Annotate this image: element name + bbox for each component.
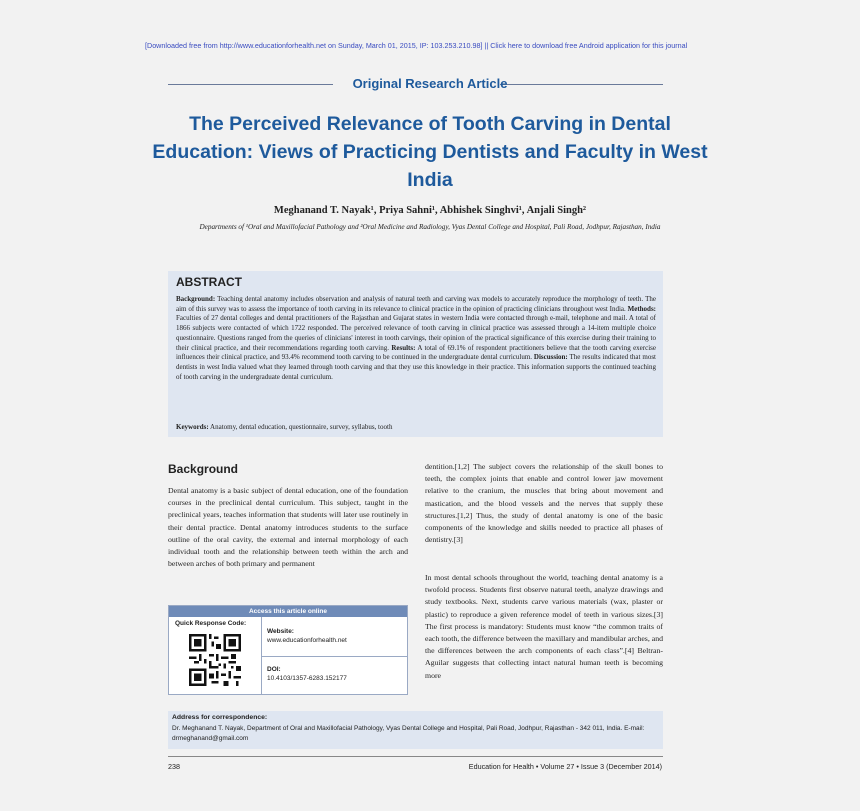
website-label: Website: [267,628,294,635]
doi-label: DOI: [267,666,281,673]
website-link[interactable]: www.educationforhealth.net [267,637,347,644]
page-number: 238 [168,762,180,771]
correspondence-heading: Address for correspondence: [172,714,268,721]
abstract-heading: ABSTRACT [176,275,242,289]
abstract-text [176,295,656,382]
abstract-box [168,271,663,437]
qr-code-icon[interactable] [189,632,241,688]
access-hr [261,656,407,657]
background-heading: Background [168,462,239,476]
correspondence-text: Dr. Meghanand T. Nayak, Department of Oral and Maxillofacial Pathology, Vyas Dental College and Hospital, Pali Road, Jodhpur, Rajasthan - 342 011, India. E-mail: drmeghanand@gmail.com [172,725,645,742]
authors: Meghanand T. Nayak¹, Priya Sahni¹, Abhishek Singhvi¹, Anjali Singh² [273,205,587,216]
doi-link[interactable]: 10.4103/1357-6283.152177 [267,675,347,682]
download-note[interactable]: [Downloaded free from http://www.educationforhealth.net on Sunday, March 01, 2015, IP: 103.253.210.98] || Click here to download free Android application for this journal [145,41,688,50]
section-label: Original Research Article [352,76,508,91]
qr-label: Quick Response Code: [175,620,247,627]
abstract-methods-label: Methods: [627,304,656,313]
keywords-text: Anatomy, dental education, questionnaire, survey, syllabus, tooth [208,423,393,431]
access-article-box [168,605,408,695]
access-heading: Access this article online [169,606,407,617]
keywords [176,423,656,431]
affiliations: Departments of ¹Oral and Maxillofacial Pathology and ²Oral Medicine and Radiology, Vyas Dental College and Hospital, Pali Road, Jodhpur, Rajasthan, India [199,223,661,231]
keywords-label: Keywords: [176,423,209,431]
abstract-background: Teaching dental anatomy includes observation and analysis of natural teeth and carving wax models to accurately reproduce the morphology of teeth. The aim of this survey was to assess the importance of tooth carving in its relevance to clinical practice in the opinion of practicing clinicians throughout west India. [176,295,656,313]
article-title: The Perceived Relevance of Tooth Carving in Dental Education: Views of Practicing Dentists and Faculty in West India [152,113,708,191]
journal-footer: Education for Health • Volume 27 • Issue 3 (December 2014) [468,762,662,771]
correspondence-box [168,711,663,749]
right-column-p2: In most dental schools throughout the world, teaching dental anatomy is a twofold process. Students first observe natural teeth, analyze drawings and study textbooks. Next, students carve various materials (wax, plaster or plastic) to reproduce a given reference model of teeth in various sizes.[3] The first process is mandatory: Students must know “the common traits of each tooth, the difference between the maxillary and mandibular arches, and the differences between the arch components of each class”.[4] Beltran-Aguilar suggests that collecting intact natural human teeth is becoming more [425,573,663,680]
abstract-background-label: Background: [176,295,216,303]
abstract-discussion-label: Discussion: [533,353,568,362]
abstract-results: A total of 69.1% of respondent practitioners believe that the tooth carving exercise influences their clinical practice, and 93.4% recommend tooth carving to be continued in the undergraduate dental curriculum. [176,343,656,362]
abstract-discussion: The results indicated that most dentists in west India valued what they learned through tooth carving and that they use this knowledge in their practice. This information supports the continued teaching of tooth carving in the undergraduate dental curriculum. [176,353,656,381]
abstract-methods: Faculties of 27 dental colleges and dental practitioners of the Rajasthan and Gujarat states in western India were contacted through e-mail, telephone and mail. A total of 1866 subjects were contacted of which 1722 responded. The perceived relevance of tooth carving in clinical practice was assessed through a 14-item multiple choice questionnaire. Questions ranged from the queries of clinicians' interest in tooth carvings, their opinion of the practical significance of this exercise during their training to their clinical practice, and their recommendations regarding tooth carving. [176,314,656,352]
right-column-p1: dentition.[1,2] The subject covers the relationship of the skull bones to teeth, the complex joints that enable and control lower jaw movement relative to the cranium, the muscles that bring about movement and mastication, and the blood vessels and the nerves that supply these structures.[1,2] Thus, the study of dental anatomy is one of the basic components of the knowledge and skills needed to practice all phases of dentistry.[3] [425,462,663,545]
abstract-results-label: Results: [391,343,416,352]
left-column-text: Dental anatomy is a basic subject of dental education, one of the foundation courses in the preclinical dental curriculum. This subject, taught in the preclinical years, teaches information that students will later use routinely in their dental practice. Dental anatomy introduces students to the surface outline of the oral cavity, the external and internal morphology of each individual tooth and the relationship between teeth within the arch and between arches of both primary and permanent [168,486,408,569]
footer-rule [168,756,663,757]
